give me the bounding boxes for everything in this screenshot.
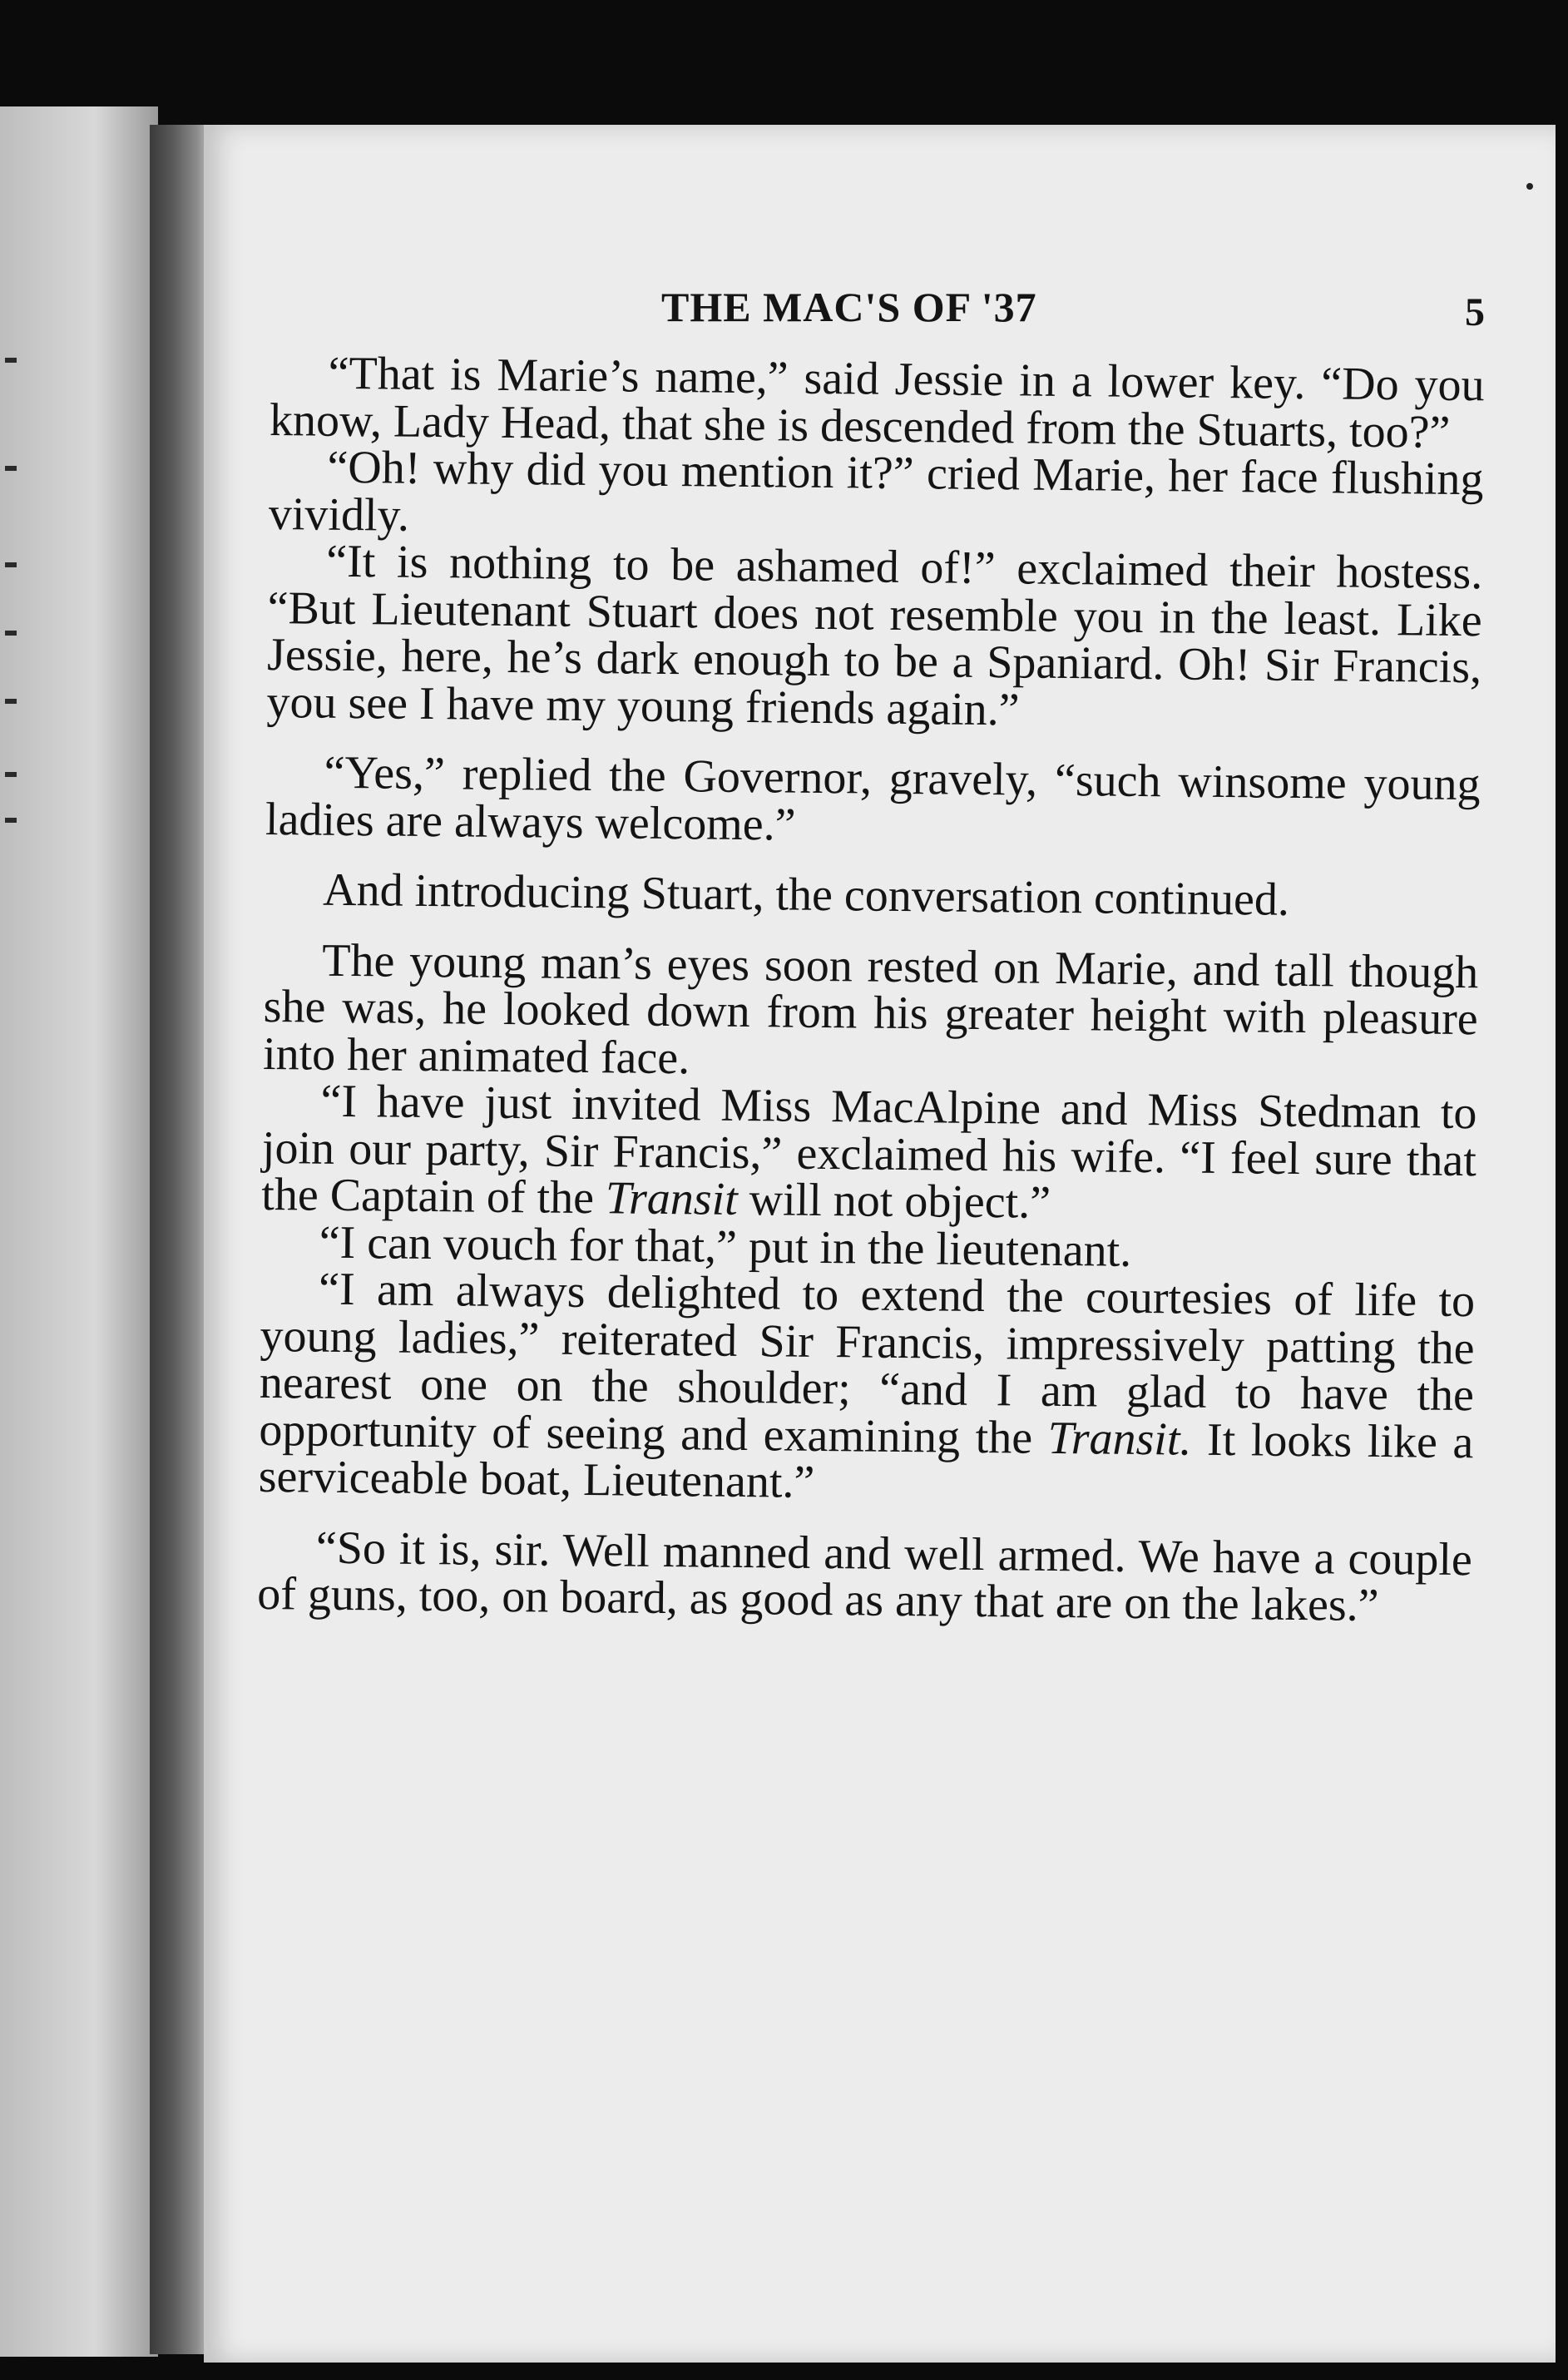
page-content — [257, 125, 1485, 2363]
paragraph: “I can vouch for that,” put in the lieutenant. — [319, 1216, 1132, 1277]
running-title: THE MAC'S OF '37 — [661, 284, 1037, 330]
facing-page-edge — [0, 106, 158, 2357]
paragraph: And introducing Stuart, the conversation continued. — [322, 863, 1290, 926]
facing-page-mark — [5, 466, 17, 471]
paragraph-text: “I have just invited Miss MacAlpine and Miss Stedman to join our party, Sir Francis,” exclaimed his wife. “I feel sure that the Captain of the — [261, 1075, 1477, 1225]
facing-page-mark — [5, 631, 17, 636]
paragraph: “That is Marie’s name,” said Jessie in a lower key. “Do you know, Lady Head, that she is descended from the Stuarts, too?” — [269, 347, 1485, 458]
facing-page-mark — [5, 818, 17, 823]
paragraph-text: It looks like a serviceable boat, Lieutenant.” — [258, 1413, 1474, 1508]
running-head — [270, 283, 1485, 349]
paragraph: “Oh! why did you mention it?” cried Marie, her face flushing vividly. — [268, 441, 1484, 542]
body-text — [257, 349, 1485, 1630]
paragraph: The young man’s eyes soon rested on Marie, and tall though she was, he looked down from his greater height with pleasure into her animated face. — [262, 934, 1479, 1084]
ship-name: Transit. — [1047, 1412, 1192, 1466]
paragraph — [261, 1077, 1477, 1231]
paragraph: “Yes,” replied the Governor, gravely, “such winsome young ladies are always welcome.” — [265, 746, 1481, 851]
facing-page-mark — [5, 699, 17, 704]
facing-page-mark — [5, 772, 17, 777]
paragraph-text: “I am always delighted to extend the courtesies of life to young ladies,” reiterated Sir Francis, impressively patting the nearest one on the shoulder; “and I am glad to have the opportunity of seeing and examining the — [259, 1263, 1476, 1464]
book-page — [204, 125, 1556, 2363]
dust-speck — [1526, 183, 1533, 190]
paragraph: “It is nothing to be ashamed of!” exclaimed their hostess. “But Lieutenant Stuart does not resemble you in the least. Like Jessie, here, he’s dark enough to be a Spaniard. Oh! Sir Francis, you see I have my young friends again.” — [266, 535, 1483, 735]
paragraph-text: will not object.” — [749, 1174, 1051, 1229]
ship-name: Transit — [605, 1172, 739, 1225]
paragraph: “So it is, sir. Well manned and well armed. We have a couple of guns, too, on board, as good as any that are on the lakes.” — [257, 1522, 1473, 1632]
facing-page-mark — [5, 562, 17, 567]
facing-page-mark — [5, 358, 17, 363]
page-number: 5 — [1465, 290, 1485, 334]
paragraph — [259, 1265, 1476, 1513]
